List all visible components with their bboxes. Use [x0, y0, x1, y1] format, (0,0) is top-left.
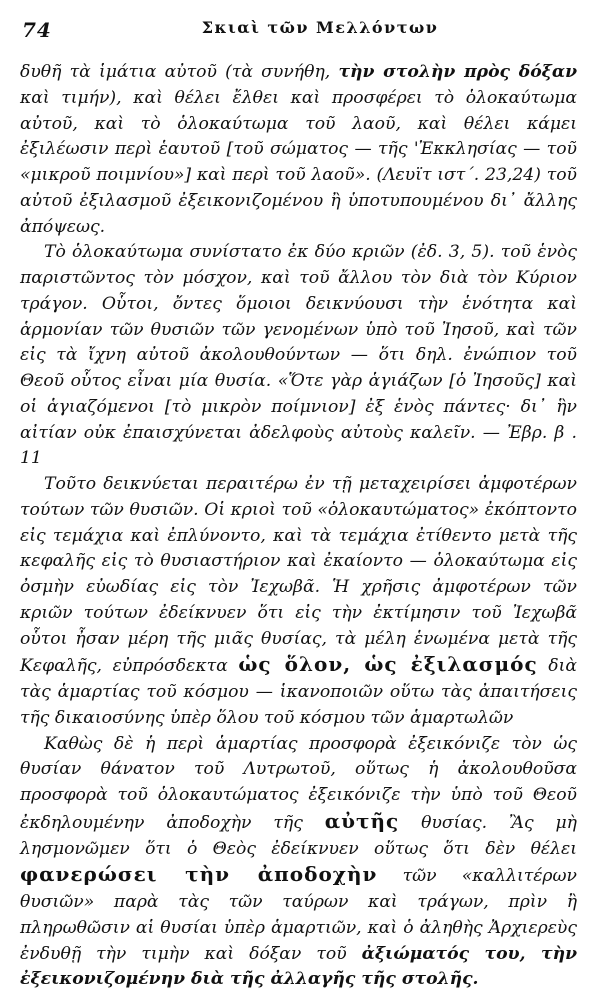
text-run: δυθῆ τὰ ἱμάτια αὐτοῦ (τὰ συνήθη,: [20, 62, 338, 82]
text-run: τῶν «καλλιτέρων θυσιῶν» παρὰ τὰς τῶν ταύρων καὶ τράγων, πρὶν ἢ πληρωθῶσιν αἱ θυσίαι ὑπὲρ ἁμαρτιῶν, καὶ ὁ ἀληθὴς Ἀρχιερεὺς ἐνδυθῇ τὴν τιμὴν καὶ δόξαν τοῦ: [20, 866, 577, 963]
text-run-emphasis: αὐτῆς: [325, 809, 399, 833]
paragraph: [20, 60, 577, 240]
text-run-emphasis: ὡς ὅλον, ὡς ἐξιλασμός: [238, 652, 537, 676]
text-run-emphasis: φανερώσει τὴν ἀποδοχὴν: [20, 862, 377, 886]
text-run: Τοῦτο δεικνύεται περαιτέρω ἐν τῇ μεταχειρίσει ἀμφοτέρων τούτων τῶν θυσιῶν. Οἱ κριοὶ τοῦ «ὁλοκαυτώματος» ἐκόπτοντο εἰς τεμάχια καὶ ἐπλύνοντο, καὶ τὰ τεμάχια ἐτίθεντο μετὰ τῆς κεφαλῆς εἰς τὸ θυσιαστήριον καὶ ἐκαίοντο — ὁλοκαύτωμα εἰς ὀσμὴν εὐωδίας εἰς τὸν Ἰεχωβᾶ. Ἡ χρῆσις ἀμφοτέρων τῶν κριῶν τούτων ἐδείκνυεν ὅτι εἰς τὴν ἐκτίμησιν τοῦ Ἰεχωβᾶ οὗτοι ἦσαν μέρη τῆς μιᾶς θυσίας, τὰ μέλη ἑνωμένα μετὰ τῆς Κεφαλῆς, εὐπρόσδεκτα: [20, 474, 577, 676]
paragraph: [20, 240, 577, 472]
page-header: [18, 18, 582, 44]
paragraph: [20, 732, 577, 993]
running-title: Σκιαὶ τῶν Μελλόντων: [18, 18, 582, 37]
text-run: καὶ τιμήν), καὶ θέλει ἔλθει καὶ προσφέρει τὸ ὁλοκαύτωμα αὐτοῦ, καὶ τὸ ὁλοκαύτωμα τοῦ λαοῦ, καὶ θέλει κάμει ἐξιλέωσιν περὶ ἑαυτοῦ [τοῦ σώματος — τῆς 'Ἐκκλησίας — τοῦ «μικροῦ ποιμνίου»] καὶ περὶ τοῦ λαοῦ». (Λευϊτ ιστ΄. 23,24) τοῦ αὐτοῦ ἐξιλασμοῦ ἐξεικονιζομένου ἢ ὑποτυπουμένου δι᾽ ἄλλης ἀπόψεως.: [20, 88, 577, 237]
body-text: [20, 60, 577, 993]
text-run: Καθὼς δὲ ἡ περὶ ἁμαρτίας προσφορὰ ἐξεικόνιζε τὸν ὡς θυσίαν θάνατον τοῦ Λυτρωτοῦ, οὕτως ἡ ἀκολουθοῦσα προσφορὰ τοῦ ὁλοκαυτώματος ἐξεικόνιζε τὴν ὑπὸ τοῦ Θεοῦ ἐκδηλουμένην ἀποδοχὴν τῆς: [20, 734, 577, 833]
page-number: 74: [22, 18, 52, 42]
text-run-emphasis: τὴν στολὴν πρὸς δόξαν: [338, 62, 577, 82]
text-run: Τὸ ὁλοκαύτωμα συνίστατο ἐκ δύο κριῶν (ἐδ. 3, 5). τοῦ ἑνὸς παριστῶντος τὸν μόσχον, καὶ τοῦ ἄλλου τὸν διὰ τὸν Κύριον τράγον. Οὗτοι, ὄντες ὅμοιοι δεικνύουσι τὴν ἑνότητα καὶ ἁρμονίαν τῶν θυσιῶν τῶν γενομένων ὑπὸ τοῦ Ἰησοῦ, καὶ τῶν εἰς τὰ ἴχνη αὐτοῦ ἀκολουθούντων — ὅτι δηλ. ἐνώπιον τοῦ Θεοῦ οὗτος εἶναι μία θυσία. «Ὅτε γὰρ ἁγιάζων [ὁ Ἰησοῦς] καὶ οἱ ἁγιαζόμενοι [τὸ μικρὸν ποίμνιον] ἐξ ἑνὸς πάντες· δι᾽ ἣν αἰτίαν οὐκ ἐπαισχύνεται ἀδελφοὺς αὐτοὺς καλεῖν. — Ἐβρ. β . 11: [20, 242, 577, 468]
text-run: θυσίας. Ἂς μὴ λησμονῶμεν ὅτι ὁ Θεὸς ἐδείκνυεν οὕτως ὅτι δὲν θέλει: [20, 813, 577, 859]
text-run: διὰ τὰς ἁμαρτίας τοῦ κόσμου — ἱκανοποιῶν οὕτω τὰς ἀπαιτήσεις τῆς δικαιοσύνης ὑπὲρ ὅλου τοῦ κόσμου τῶν ἁμαρτωλῶν: [20, 656, 577, 728]
paragraph: [20, 472, 577, 732]
text-run-emphasis: ἀξιώματός του, τὴν ἐξεικονιζομένην διὰ τῆς ἀλλαγῆς τῆς στολῆς.: [20, 944, 577, 990]
